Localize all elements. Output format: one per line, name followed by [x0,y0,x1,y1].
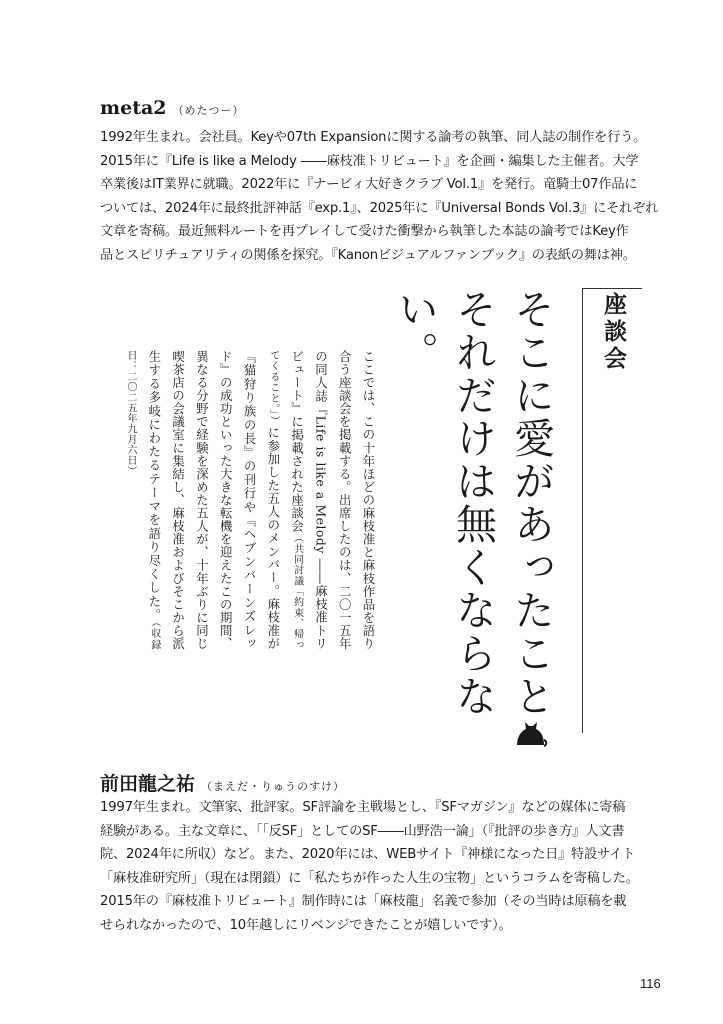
author-bio [100,796,685,937]
bio-line: 1997年生まれ。文筆家、批評家。SF評論を主戦場とし、『SFマガジン』などの媒体に寄稿 [100,800,626,815]
bio-line: 文章を寄稿。最近無料ルートを再プレイして受けた衝撃から執筆した本誌の論考ではKey作 [100,224,629,239]
intro-note-b: （収録日：二〇二五年九月六日） [125,350,160,651]
intro-note-a: （共同討議「約束、帰ってくること。」） [267,350,303,650]
bio-line: 「麻枝准研究所」（現在は閉鎖）に「私たちが作った人生の宝物」というコラムを寄稿した。 [100,870,639,886]
bio-line: せられなかったので、10年越しにリベンジできたことが嬉しいです）。 [100,917,512,933]
author-name: meta2 [100,97,167,119]
bio-line: 院、2024年に所収）など。また、2020年には、WEBサイト『神様になった日』特設サイト [100,847,636,862]
bio-line: 2015年の『麻枝准トリビュート』制作時には「麻枝龍」名義で参加（その当時は原稿を載 [100,894,627,909]
bio-line: 卒業後はIT業界に就職。2022年に『ナービィ大好きクラブ Vol.1』を発行。竜騎士07作品に [100,177,638,192]
intro-body-a: ここでは、この十年ほどの麻枝准と麻枝作品を語り合う座談会を掲載する。出席したのは、二〇一五年の同人誌『Life is like a Melody ――麻枝准トリビュート』に掲載された座談会 [289,350,376,650]
author-name: 前田龍之祐 [100,773,196,795]
author-bio [100,126,685,267]
author-reading: （まえだ・りゅうのすけ） [201,780,346,793]
article-title [391,288,560,758]
author-reading: （めたつー） [172,104,245,117]
page-number: 116 [640,976,661,991]
category-rule-vertical [582,288,583,733]
intro-body-b: に参加した五人のメンバー。麻枝准が『猫狩り族の長』の刊行や『ヘブンバーンズレッド』の成功といった大きな転機を迎えたこの期間、異なる分野で経験を深めた五人が、十年ぶりに同じ喫茶店の会議室に集結し、麻枝准およびそこから派生する多岐にわたるテーマを語り尽くした。 [146,350,281,650]
title-line-2: それだけは無くならない。 [391,288,497,718]
bio-heading-meta2 [100,97,245,119]
bio-line: 2015年に『Life is like a Melody ――麻枝准トリビュート』を企画・編集した主催者。大学 [100,153,639,169]
bio-line: 1992年生まれ。会社員。Keyや07th Expansionに関する論考の執筆、同人誌の制作を行う。 [100,130,647,145]
intro-text [100,350,380,650]
bio-line: ついては、2024年に最終批評神話『exp.1』、2025年に『Universal Bonds Vol.3』にそれぞれ [100,200,659,216]
cat-silhouette-icon [514,718,548,748]
title-line-1: そこに愛があったこと [507,288,555,718]
bio-line: 経験がある。主な文章に、「「反SF」としてのSF――山野浩一論」（『批評の歩き方』人文書 [100,823,625,839]
category-label: 座談会 [600,292,627,373]
bio-heading-maeda [100,769,345,796]
category-rule-top [582,288,642,289]
bio-line: 品とスピリチュアリティの関係を探究。『Kanonビジュアルファンブック』の表紙の舞は神。 [100,247,636,263]
